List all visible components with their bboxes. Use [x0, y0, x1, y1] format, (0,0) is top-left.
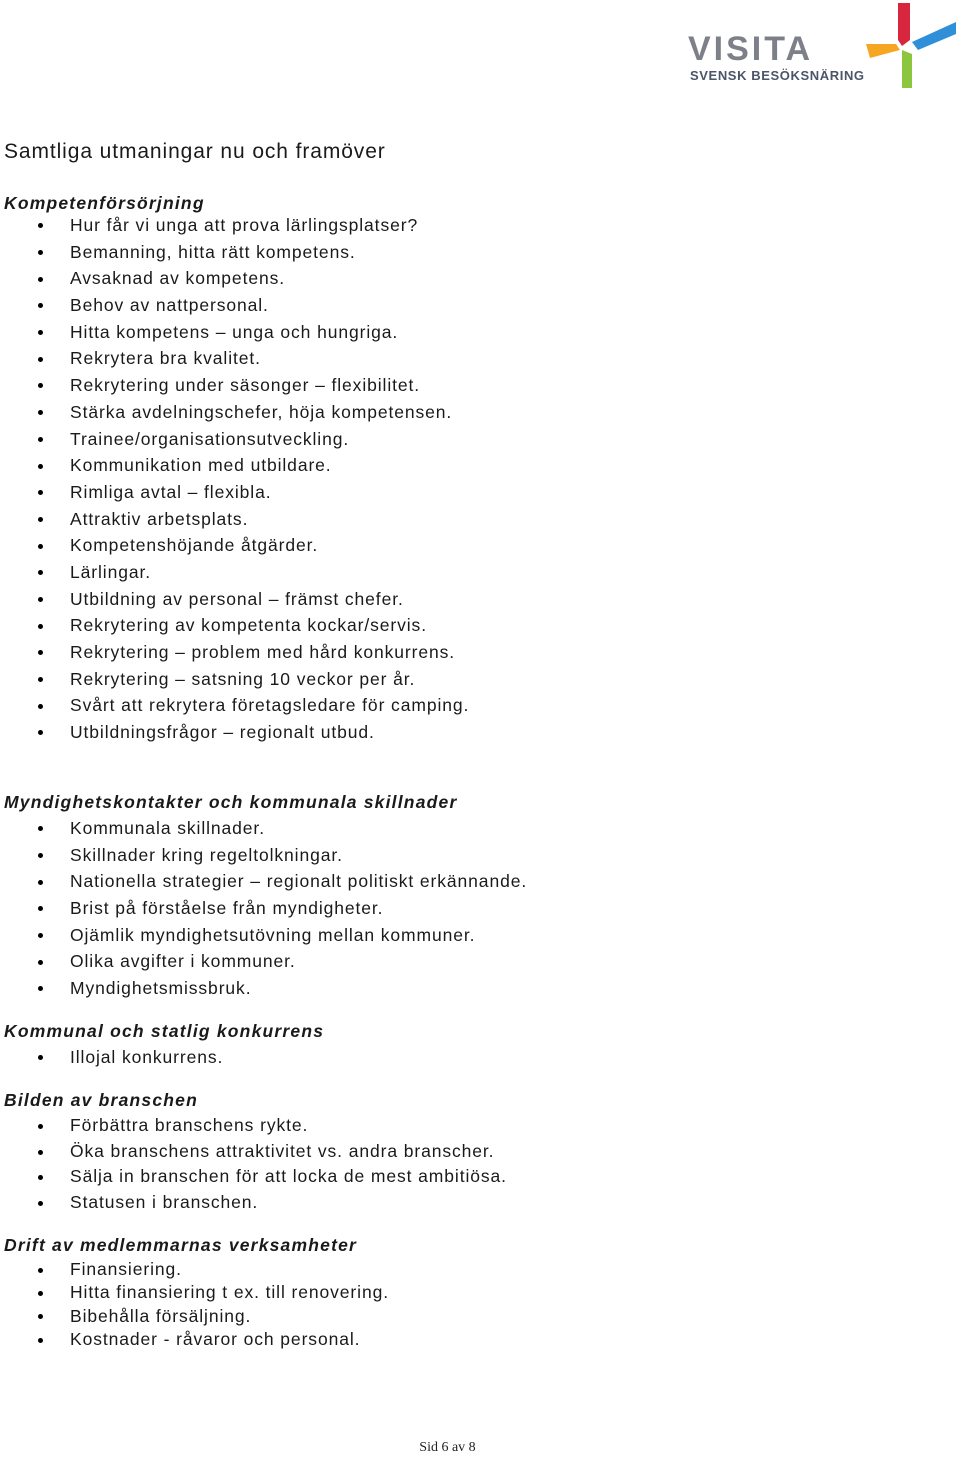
list-item — [4, 975, 960, 1002]
bullet-icon — [38, 1150, 43, 1155]
list-item-text: Rekrytering av kompetenta kockar/servis. — [70, 615, 427, 636]
list-item-text: Statusen i branschen. — [70, 1192, 259, 1213]
list-item — [4, 639, 960, 666]
page-number: Sid 6 av 8 — [419, 1440, 476, 1455]
list-item — [4, 319, 960, 346]
list-item — [4, 452, 960, 479]
page-title: Samtliga utmaningar nu och framöver — [4, 140, 386, 163]
list-item — [4, 922, 960, 949]
list-item-text: Finansiering. — [70, 1259, 182, 1279]
list-item-text: Rimliga avtal – flexibla. — [70, 481, 272, 502]
list-item-text: Kompetenshöjande åtgärder. — [70, 535, 319, 556]
bullet-list — [4, 212, 960, 746]
section-heading: Drift av medlemmarnas verksamheter — [4, 1235, 358, 1255]
bullet-icon — [38, 624, 43, 629]
bullet-icon — [38, 544, 43, 549]
bullet-icon — [38, 517, 43, 522]
list-item — [4, 1281, 960, 1304]
list-item — [4, 265, 960, 292]
bullet-icon — [38, 986, 43, 991]
list-item — [4, 1139, 960, 1165]
bullet-list — [4, 1258, 960, 1351]
logo-mark-icon — [866, 3, 956, 88]
list-item — [4, 842, 960, 869]
bullet-icon — [38, 277, 43, 282]
list-item — [4, 239, 960, 266]
bullet-list — [4, 815, 960, 1002]
bullet-icon — [38, 410, 43, 415]
bullet-icon — [38, 677, 43, 682]
list-item — [4, 895, 960, 922]
list-item-text: Hitta kompetens – unga och hungriga. — [70, 321, 399, 342]
list-item — [4, 479, 960, 506]
list-item-text: Hitta finansiering t ex. till renovering. — [70, 1282, 389, 1303]
list-item — [4, 292, 960, 319]
list-item — [4, 506, 960, 533]
bullet-icon — [38, 1124, 43, 1129]
list-item-text: Trainee/organisationsutveckling. — [70, 428, 350, 449]
bullet-icon — [38, 906, 43, 911]
list-item — [4, 1044, 960, 1071]
list-item — [4, 1305, 960, 1328]
bullet-icon — [38, 464, 43, 469]
list-item-text: Sälja in branschen för att locka de mest ambitiösa. — [70, 1166, 507, 1187]
list-item-text: Bemanning, hitta rätt kompetens. — [70, 241, 356, 262]
bullet-icon — [38, 437, 43, 442]
list-item — [4, 1258, 960, 1281]
list-item-text: Rekrytera bra kvalitet. — [70, 348, 261, 369]
list-item-text: Kommunikation med utbildare. — [70, 455, 332, 476]
section — [4, 1234, 960, 1351]
list-item — [4, 666, 960, 693]
bullet-icon — [38, 250, 43, 255]
list-item — [4, 612, 960, 639]
section-heading: Kompetenförsörjning — [4, 193, 205, 213]
list-item — [4, 1164, 960, 1190]
bullet-icon — [38, 704, 43, 709]
bullet-icon — [38, 1055, 43, 1060]
list-item-text: Utbildning av personal – främst chefer. — [70, 588, 404, 609]
list-item — [4, 399, 960, 426]
list-item-text: Utbildningsfrågor – regionalt utbud. — [70, 722, 375, 743]
bullet-icon — [38, 330, 43, 335]
bullet-list — [4, 1044, 960, 1071]
list-item-text: Attraktiv arbetsplats. — [70, 508, 249, 529]
list-item — [4, 426, 960, 453]
list-item-text: Lärlingar. — [70, 561, 151, 582]
list-item — [4, 1113, 960, 1139]
list-item — [4, 815, 960, 842]
list-item-text: Illojal konkurrens. — [70, 1047, 224, 1067]
list-item-text: Skillnader kring regeltolkningar. — [70, 844, 343, 865]
list-item — [4, 345, 960, 372]
list-item — [4, 1190, 960, 1216]
bullet-icon — [38, 650, 43, 655]
list-item-text: Svårt att rekrytera företagsledare för camping. — [70, 695, 470, 716]
section-heading: Bilden av branschen — [4, 1090, 198, 1110]
list-item-text: Nationella strategier – regionalt politiskt erkännande. — [70, 871, 528, 892]
bullet-icon — [38, 1291, 43, 1296]
section-heading: Myndighetskontakter och kommunala skillnader — [4, 792, 458, 812]
list-item — [4, 948, 960, 975]
bullet-icon — [38, 383, 43, 388]
bullet-icon — [38, 730, 43, 735]
list-item-text: Rekrytering – problem med hård konkurrens. — [70, 642, 456, 662]
logo-wordmark: VISITA — [688, 30, 814, 68]
list-item-text: Kommunala skillnader. — [70, 818, 265, 838]
bullet-icon — [38, 1268, 43, 1273]
list-item — [4, 586, 960, 613]
list-item — [4, 559, 960, 586]
bullet-icon — [38, 223, 43, 228]
logo-tagline: SVENSK BESÖKSNÄRING — [690, 68, 865, 83]
visita-logo-graphic — [660, 0, 960, 92]
list-item — [4, 212, 960, 239]
list-item — [4, 692, 960, 719]
bullet-icon — [38, 303, 43, 308]
list-item — [4, 1328, 960, 1351]
section — [4, 1089, 960, 1216]
bullet-icon — [38, 853, 43, 858]
bullet-icon — [38, 357, 43, 362]
bullet-icon — [38, 1175, 43, 1180]
bullet-icon — [38, 1338, 43, 1343]
list-item-text: Hur får vi unga att prova lärlingsplatser? — [70, 215, 419, 235]
list-item-text: Brist på förståelse från myndigheter. — [70, 898, 384, 919]
list-item-text: Rekrytering under säsonger – flexibilitet. — [70, 375, 421, 396]
section — [4, 192, 960, 746]
bullet-icon — [38, 960, 43, 965]
list-item-text: Bibehålla försäljning. — [70, 1305, 252, 1326]
section — [4, 1020, 960, 1071]
list-item-text: Ojämlik myndighetsutövning mellan kommuner. — [70, 924, 476, 945]
list-item — [4, 719, 960, 746]
list-item — [4, 532, 960, 559]
list-item-text: Olika avgifter i kommuner. — [70, 951, 296, 972]
bullet-icon — [38, 880, 43, 885]
section — [4, 791, 960, 1002]
list-item-text: Avsaknad av kompetens. — [70, 268, 286, 289]
bullet-icon — [38, 1201, 43, 1206]
list-item-text: Stärka avdelningschefer, höja kompetensen. — [70, 401, 453, 422]
list-item-text: Myndighetsmissbruk. — [70, 978, 252, 999]
bullet-icon — [38, 1314, 43, 1319]
list-item-text: Kostnader - råvaror och personal. — [70, 1328, 361, 1349]
list-item-text: Behov av nattpersonal. — [70, 295, 269, 316]
list-item — [4, 372, 960, 399]
bullet-icon — [38, 490, 43, 495]
list-item-text: Förbättra branschens rykte. — [70, 1115, 309, 1135]
bullet-icon — [38, 597, 43, 602]
list-item — [4, 868, 960, 895]
list-item-text: Rekrytering – satsning 10 veckor per år. — [70, 668, 416, 689]
bullet-icon — [38, 933, 43, 938]
bullet-icon — [38, 570, 43, 575]
visita-logo — [660, 0, 960, 92]
bullet-list — [4, 1113, 960, 1216]
list-item-text: Öka branschens attraktivitet vs. andra branscher. — [70, 1140, 495, 1161]
section-heading: Kommunal och statlig konkurrens — [4, 1021, 325, 1041]
bullet-icon — [38, 826, 43, 831]
